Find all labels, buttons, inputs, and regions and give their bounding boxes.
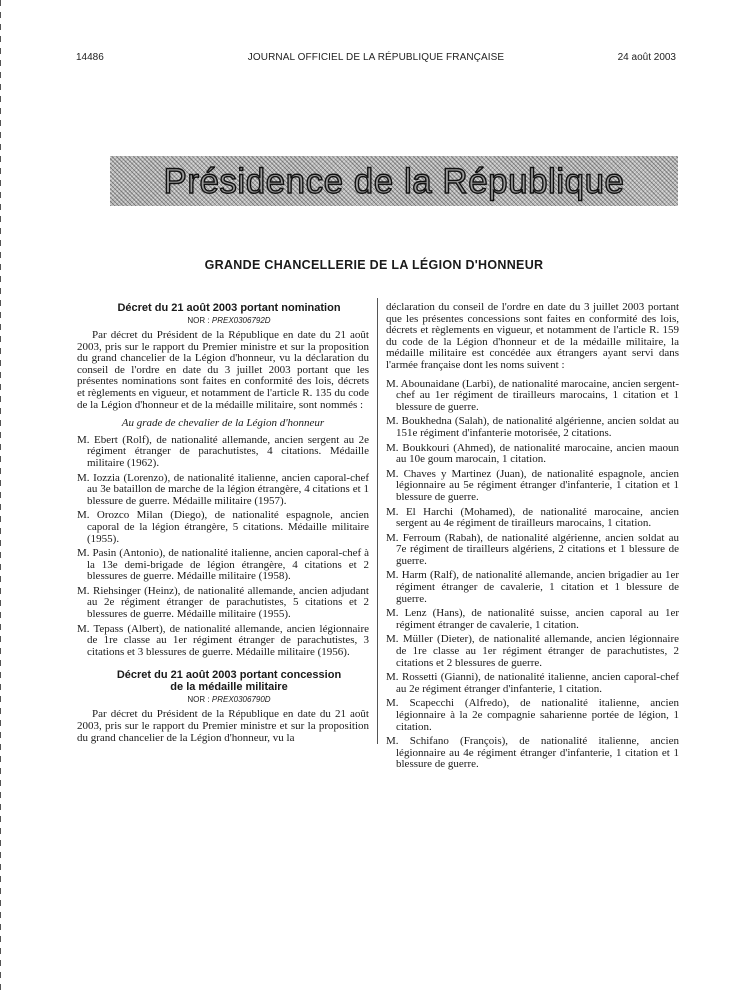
issue-date: 24 août 2003 bbox=[617, 52, 676, 63]
list-item: M. Boukkouri (Ahmed), de nationalité marocaine, ancien maoun au 10e goum marocain, 1 citation. bbox=[386, 441, 679, 466]
decree2-title-line1: Décret du 21 août 2003 portant concession bbox=[116, 669, 342, 682]
banner-title: Présidence de la République bbox=[163, 162, 625, 201]
list-item: M. Abounaidane (Larbi), de nationalité marocaine, ancien sergent-chef au 1er régiment de tirailleurs marocains, 1 citation et 1 blessure de guerre. bbox=[386, 377, 680, 413]
list-item: M. Lenz (Hans), de nationalité suisse, ancien caporal au 1er régiment étranger de cavalerie, 1 citation. bbox=[386, 607, 679, 631]
decree2-nor-label: NOR : bbox=[187, 695, 210, 705]
decree2-intro-part1: Par décret du Président de la République en date du 21 août 2003, pris sur le rapport du Premier ministre et sur la proposition du grand chancelier de la Légion d'honneur, vu la bbox=[77, 708, 369, 744]
decree2-intro-part2: déclaration du conseil de l'ordre en date du 3 juillet 2003 portant que les présentes concessions sont faites en conformité des lois, décrets et règlements en vigueur, et notamment de l'article R. 159 du code de la Légion d'honneur et de la médaille militaire, la médaille militaire est concédée aux étrangers ayant servi dans l'armée française dont les noms suivent : bbox=[386, 301, 679, 371]
decree2-entries bbox=[386, 379, 679, 771]
list-item: M. Chaves y Martinez (Juan), de nationalité espagnole, ancien légionnaire au 5e régiment étranger d'infanterie, 1 citation et 1 blessure de guerre. bbox=[386, 467, 679, 503]
list-item: M. Müller (Dieter), de nationalité allemande, ancien légionnaire de 1re classe au 1er régiment étranger de parachutistes, 2 citations et 2 blessures de guerre. bbox=[386, 633, 679, 669]
decree2-title-line2: de la médaille militaire bbox=[170, 681, 288, 694]
list-item: M. Harm (Ralf), de nationalité allemande, ancien brigadier au 1er régiment étranger de cavalerie, 1 citation et 1 blessure de guerre. bbox=[386, 569, 679, 605]
decree1-nor-code: PREX0306792D bbox=[211, 316, 271, 325]
decree2-nor-code: PREX0306790D bbox=[211, 695, 271, 705]
list-item: M. Ebert (Rolf), de nationalité allemande, ancien sergent au 2e régiment étranger de parachutistes, 4 citations. Médaille militaire (1962). bbox=[77, 433, 369, 469]
right-column bbox=[386, 302, 679, 778]
decree2-nor bbox=[89, 694, 369, 705]
margin-line bbox=[0, 0, 1, 990]
list-item: M. Ferroum (Rabah), de nationalité algérienne, ancien soldat au 7e régiment de tirailleurs algériens, 2 citations et 1 blessure de guerre. bbox=[386, 531, 679, 567]
list-item: M. Iozzia (Lorenzo), de nationalité italienne, ancien caporal-chef au 3e bataillon de marche de la légion étrangère, 4 citations et 1 blessure de guerre. Médaille militaire (1957). bbox=[77, 471, 369, 507]
list-item: M. Scapecchi (Alfredo), de nationalité italienne, ancien légionnaire à la 2e compagnie saharienne portée de légion, 1 citation. bbox=[386, 697, 679, 733]
column-divider bbox=[377, 298, 378, 744]
section-title: GRANDE CHANCELLERIE DE LA LÉGION D'HONNEUR bbox=[204, 258, 544, 272]
list-item: M. Pasin (Antonio), de nationalité italienne, ancien caporal-chef à la 13e demi-brigade de légion étrangère, 4 citations et 2 blessures de guerre. Médaille militaire (1958). bbox=[77, 547, 369, 583]
page-header bbox=[76, 52, 676, 66]
page-number: 14486 bbox=[76, 52, 104, 63]
journal-title: JOURNAL OFFICIEL DE LA RÉPUBLIQUE FRANÇAISE bbox=[247, 52, 505, 63]
list-item: M. Boukhedna (Salah), de nationalité algérienne, ancien soldat au 151e régiment d'infanterie motorisée, 2 citations. bbox=[386, 415, 679, 439]
list-item: M. Schifano (François), de nationalité italienne, ancien légionnaire au 4e régiment étranger d'infanterie, 1 citation et 1 blessure de guerre. bbox=[386, 735, 679, 771]
list-item: M. Rossetti (Gianni), de nationalité italienne, ancien caporal-chef au 2e régiment étranger d'infanterie, 1 citation. bbox=[386, 671, 679, 695]
decree1-entries bbox=[77, 435, 369, 659]
decree1-title: Décret du 21 août 2003 portant nomination bbox=[117, 302, 341, 314]
decree1-nor bbox=[89, 315, 369, 326]
decree1-intro: Par décret du Président de la République en date du 21 août 2003, pris sur le rapport du Premier ministre et sur la proposition du grand chancelier de la Légion d'honneur, vu la déclaration du conseil de l'ordre en date du 3 juillet 2003 portant que les présentes nominations sont faites en conformité des lois, décrets et règlements en vigueur, et notamment de l'article R. 135 du code de la Légion d'honneur et de la médaille militaire, sont nommés : bbox=[77, 329, 369, 411]
decree1-grade: Au grade de chevalier de la Légion d'honneur bbox=[121, 417, 325, 430]
list-item: M. El Harchi (Mohamed), de nationalité marocaine, ancien sergent au 4e régiment de tirailleurs marocains, 1 citation. bbox=[386, 505, 679, 530]
list-item: M. Riehsinger (Heinz), de nationalité allemande, ancien adjudant au 2e régiment étranger de parachutistes, 5 citations et 2 blessures de guerre. Médaille militaire (1955). bbox=[77, 584, 369, 621]
list-item: M. Tepass (Albert), de nationalité allemande, ancien légionnaire de 1re classe au 1er régiment étranger de parachutistes, 3 citations et 3 blessures de guerre. Médaille militaire (1956). bbox=[77, 622, 369, 658]
section-banner bbox=[110, 156, 678, 206]
left-column bbox=[77, 302, 369, 751]
list-item: M. Orozco Milan (Diego), de nationalité espagnole, ancien caporal de la légion étrangère, 5 citations. Médaille militaire (1955). bbox=[77, 509, 369, 545]
decree1-nor-label: NOR : bbox=[187, 316, 210, 325]
